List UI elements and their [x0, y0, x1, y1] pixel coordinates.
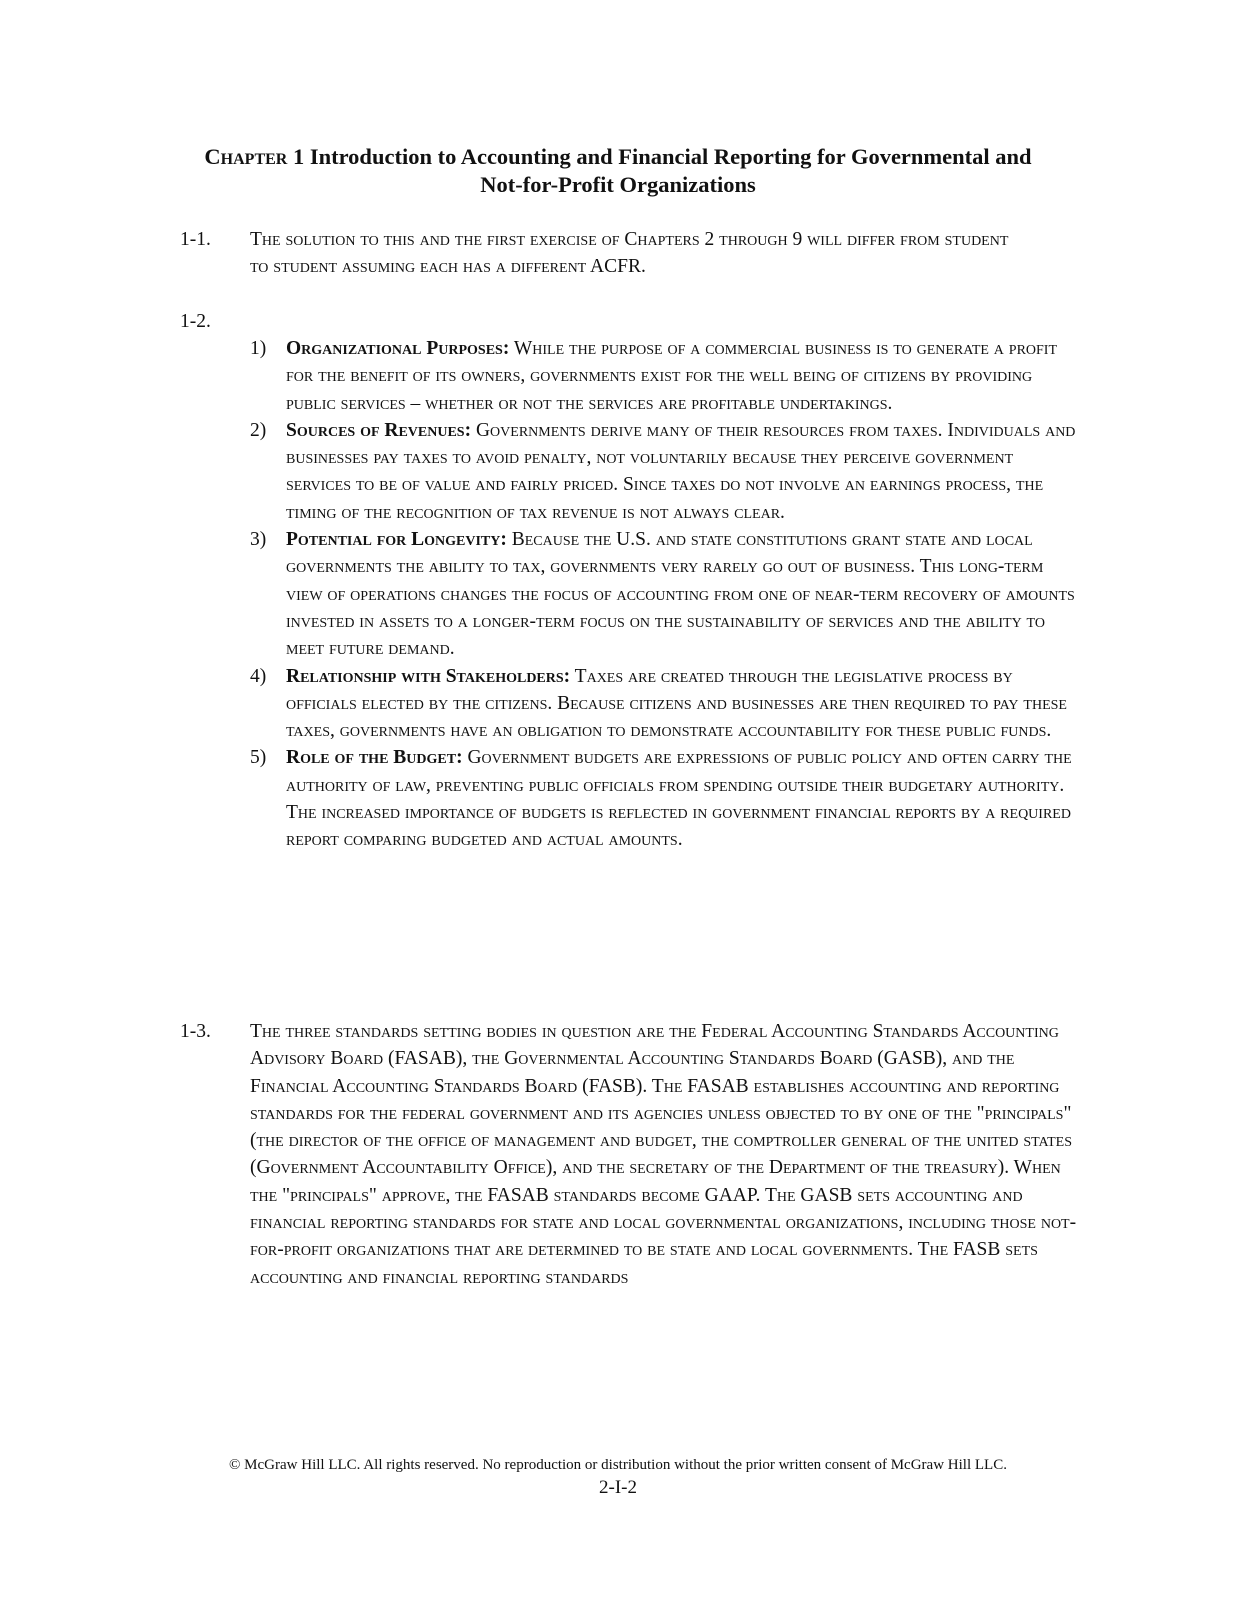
entry-text-1-3: The three standards setting bodies in question are the Federal Accounting Standards Accounting Advisory Board (FASAB), the Governmental Accounting Standards Board (GASB), and the Financial Accounting Standards Board (FASB). The FASAB establishes accounting and reporting standards for the federal government and its agencies unless objected to by one of the "principals" (the director of the office of management and budget, the comptroller general of the united states (Government Accountability Office), and the secretary of the Department of the treasury). When the "principals" approve, the FASAB standards become GAAP. The GASB sets accounting and financial reporting standards for state and local governmental organizations, including those not-for-profit organizations that are determined to be state and local governments. The FASB sets accounting and financial reporting standards [250, 1021, 1077, 1288]
list-item-number: 2) [250, 419, 267, 441]
list-item-term: Organizational Purposes: [286, 338, 510, 359]
page-number: 2-I-2 [599, 1477, 637, 1498]
list-item [250, 417, 1080, 526]
list-item [250, 663, 1080, 745]
list-item-term: Sources of Revenues: [286, 419, 472, 441]
entry-number-1-1: 1-1. [180, 229, 211, 250]
copyright-notice: © McGraw Hill LLC. All rights reserved. No reproduction or distribution without the prior written consent of McGraw Hill LLC. [229, 1457, 1007, 1473]
list-item [250, 335, 1080, 417]
list-item-number: 4) [250, 665, 267, 687]
chapter-word: Chapter [204, 144, 288, 169]
list-item-text: Government budgets are expressions of public policy and often carry the authority of law, preventing public officials from spending outside their budgetary authority. The increased importance of budgets is reflected in government financial reports by a required report comparing budgeted and actual amounts. [286, 747, 1072, 851]
list-item-term: Potential for Longevity: [286, 529, 507, 551]
list-item-text: While the purpose of a commercial business is to generate a profit for the benefit of its owners, governments exist for the well being of citizens by providing public services – whether or not the services are profitable undertakings. [286, 338, 1058, 414]
list-item-term: Relationship with Stakeholders: [286, 665, 571, 687]
list-item-text: Taxes are created through the legislative process by officials elected by the citizens. Because citizens and businesses are then required to pay these taxes, governments have an obligation to demonstrate accountability for these public funds. [286, 665, 1067, 742]
organizational-differences-list [250, 335, 1080, 854]
list-item-text: Governments derive many of their resources from taxes. Individuals and businesses pay taxes to avoid penalty, not voluntarily because they perceive government services to be of value and fairly priced. Since taxes do not involve an earnings process, the timing of the recognition of tax revenue is not always clear. [286, 419, 1076, 523]
entry-number-1-3: 1-3. [180, 1021, 211, 1042]
list-item-number: 5) [250, 747, 267, 769]
chapter-title-line-2: Not-for-Profit Organizations [480, 172, 756, 197]
list-item [250, 526, 1080, 662]
chapter-title-line-1 [150, 143, 1086, 171]
entry-number-1-2: 1-2. [180, 311, 211, 332]
list-item [250, 744, 1080, 853]
chapter-title [150, 143, 1086, 199]
list-item-text: Because the U.S. and state constitutions grant state and local governments the ability to tax, governments very rarely go out of business. This long-term view of operations changes the focus of accounting from one of near-term recovery of amounts invested in assets to a longer-term focus on the sustainability of services and the ability to meet future demand. [286, 529, 1075, 660]
list-item-number: 3) [250, 529, 267, 551]
list-item-term: Role of the Budget: [286, 747, 463, 769]
chapter-title-rest: 1 Introduction to Accounting and Financial Reporting for Governmental and [287, 144, 1032, 169]
list-item-number: 1) [250, 338, 267, 359]
entry-text-1-1: The solution to this and the first exercise of Chapters 2 through 9 will differ from student to student assuming each has a different ACFR. [250, 229, 1009, 278]
